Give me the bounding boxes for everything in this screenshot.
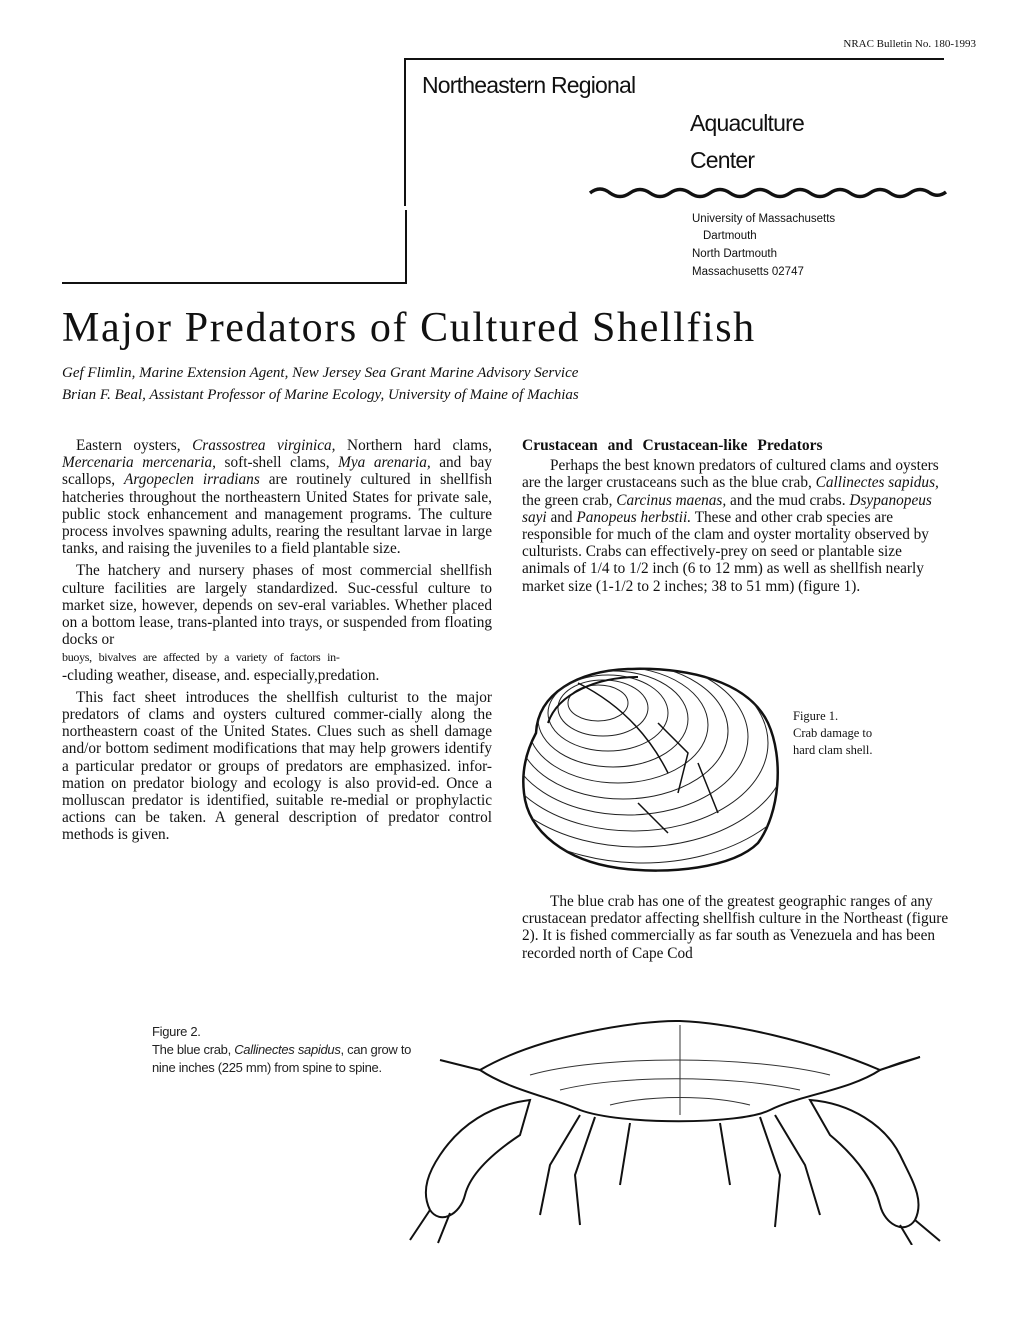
blue-crab-paragraph: The blue crab has one of the greatest geographic ranges of any crustacean predator affecting shellfish culture in the Northeast (figure 2). It is fished commercially as far south as Venezuela and has been recorded north of Cape Cod [522,893,949,962]
figure1-caption: Figure 1. Crab damage to hard clam shell. [793,709,873,757]
page-title: Major Predators of Cultured Shellfish [62,305,756,351]
org-name-line3: Center [690,147,755,173]
org-name-line2: Aquaculture [690,110,804,136]
clam-shell-illustration [518,663,788,878]
figure2-caption: Figure 2. The blue crab, Callinectes sapidus, can grow to nine inches (225 mm) from spine to spine. [152,1024,412,1075]
header-rule-top [404,58,944,60]
org-name-line1: Northeastern Regional [422,72,636,98]
right-column-upper [522,437,952,595]
crustacean-paragraph: Perhaps the best known predators of cultured clams and oysters are the larger crustaceans such as the blue crab, Callinectes sapidus, the green crab, Carcinus maenas, and the mud crabs. Dsypanopeus sayi and Panopeus herbstii. These and other crab species are responsible for much of the clam and oyster mortality observed by culturists. Crabs can effectively-prey on seed or plantable size animals of 1/4 to 1/2 inch (6 to 12 mm) as well as shellfish nearly market size (1-1/2 to 2 inches; 38 to 51 mm) (figure 1). [522,457,939,595]
author-line: Gef Flimlin, Marine Extension Agent, New Jersey Sea Grant Marine Advisory Service [62,365,579,381]
header-rule-left-lower [405,210,407,284]
intro-paragraph: Eastern oysters, Crassostrea virginica, Northern hard clams, Mercenaria mercenaria, soft-shell clams, Mya arenaria, and bay scallops, Argopeclen irradians are routinely cultured in shellfish hatcheries throughout the northeastern United States for private sale, public stock enhancement and management programs. The culture process involves spawning adults, rearing the resultant larvae in large tanks, and raising the juveniles to a field plantable size. [62,437,493,558]
hatchery-paragraph: The hatchery and nursery phases of most commercial shellfish culture facilities are largely standardized. Suc-cessful culture to market size, however, depends on sev-eral variables. Whether placed on a bottom lease, trans-planted into trays, or suspended from floating docks or buoys, bivalves are affected by a variety of factors in- -cluding weather, disease, and. especially,predation. [62,562,492,684]
left-column [62,437,492,844]
header-rule-bottom [62,282,406,284]
address-line3: North Dartmouth [692,248,778,260]
address-line1: University of Massachusetts [692,213,836,225]
address-line4: Massachusetts 02747 [692,266,804,278]
section-heading: Crustacean and Crustacean-like Predators [522,437,823,454]
address-line2: Dartmouth [703,230,757,242]
author-line: Brian F. Beal, Assistant Professor of Marine Ecology, University of Maine of Machias [62,387,579,403]
blue-crab-illustration [380,1015,960,1245]
wave-logo [588,183,948,205]
bulletin-number: NRAC Bulletin No. 180-1993 [843,38,976,50]
fact-sheet-paragraph: This fact sheet introduces the shellfish culturist to the major predators of clams and oysters cultured commer-cially along the northeastern coast of the United States. Clues such as shell damage and/or bottom sediment modifications that may help growers identify a particular predator or groups of predators are emphasized. infor-mation on predator biology and ecology is also provid-ed. Once a molluscan predator is identified, suitable re-medial or prophylactic actions can be taken. A general description of predator control methods is given. [62,688,492,844]
right-column-lower [522,893,952,962]
header-rule-left-upper [404,58,406,206]
